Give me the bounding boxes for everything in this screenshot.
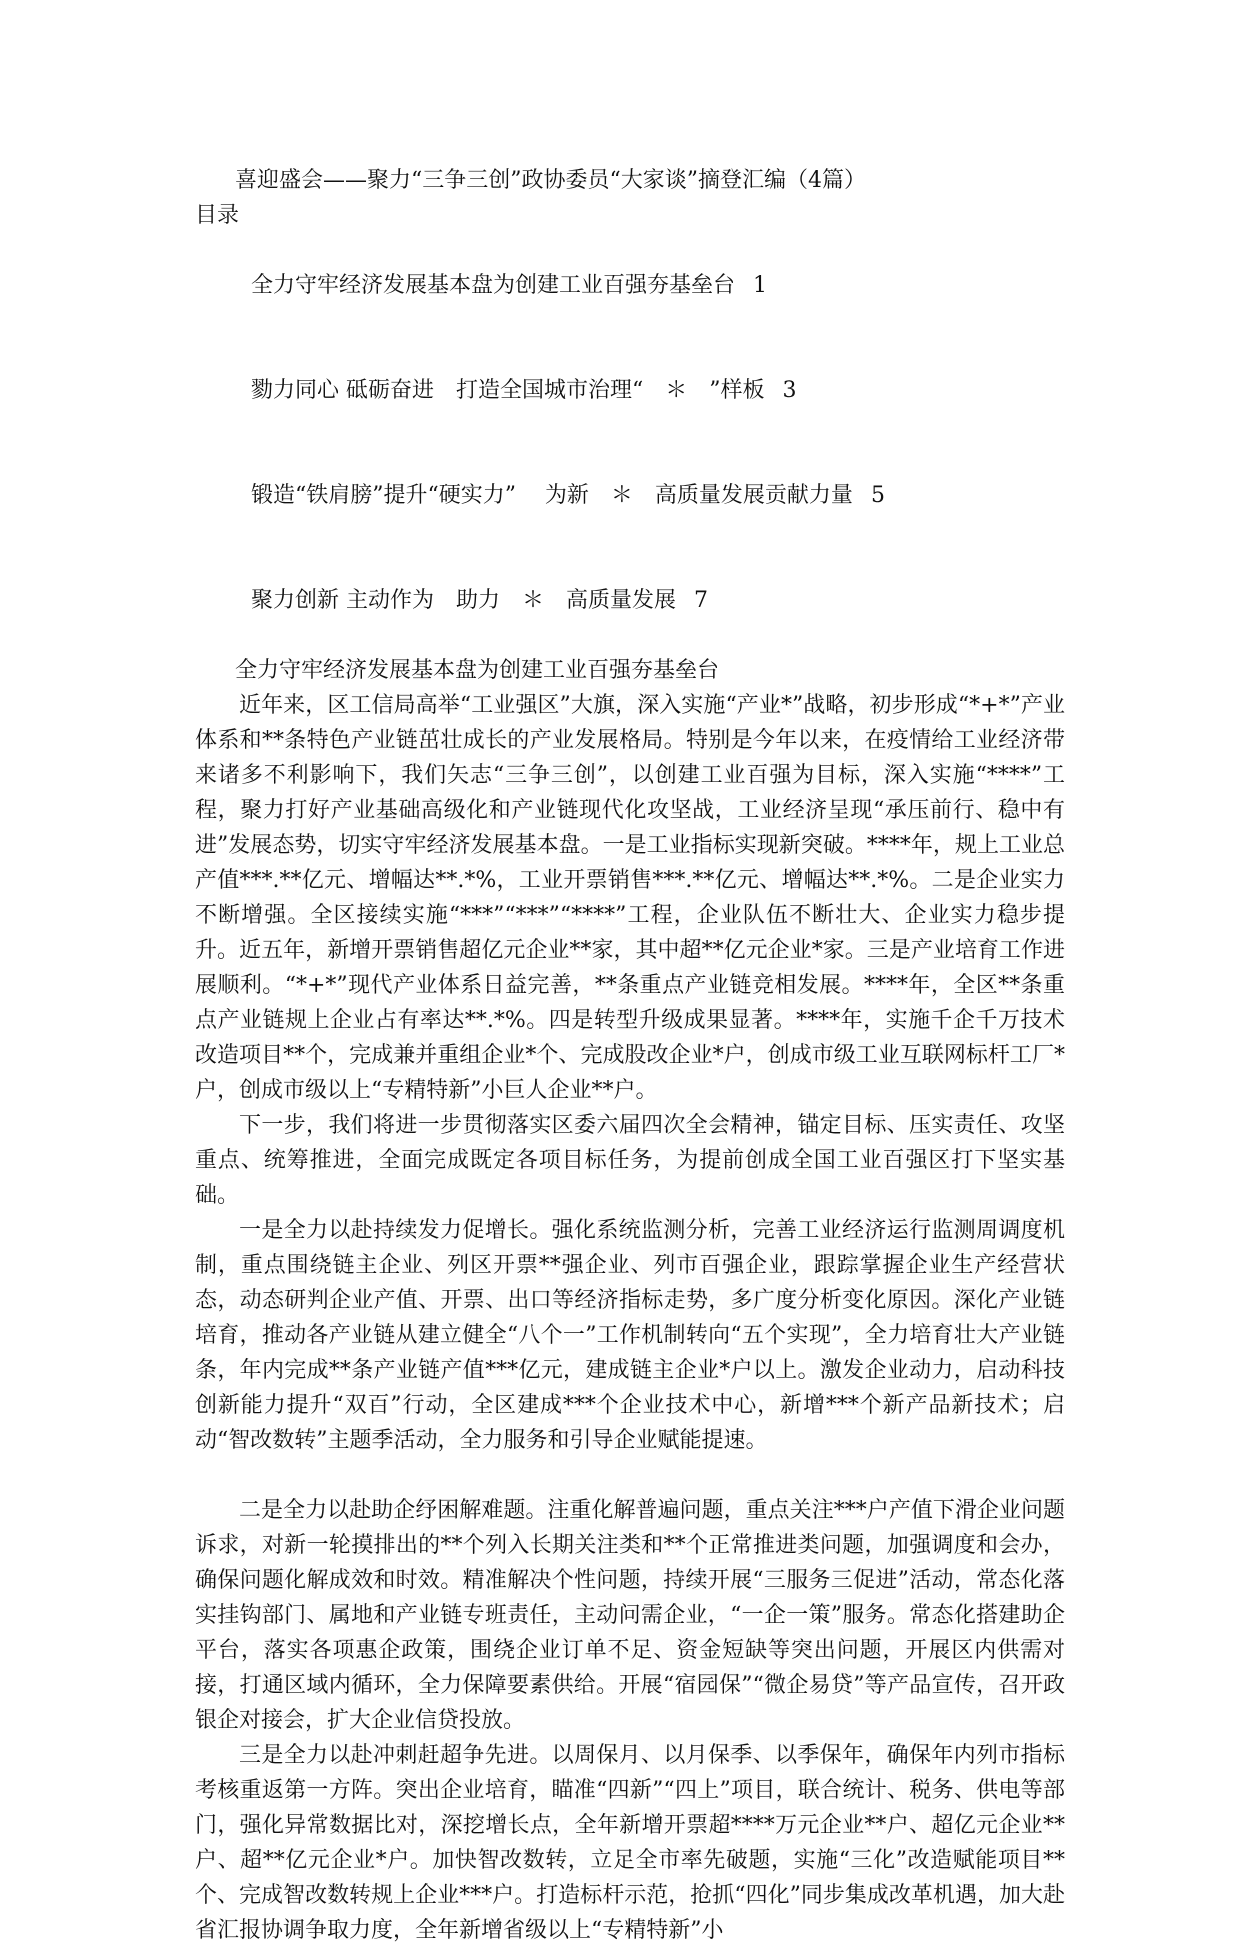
toc-entry[interactable] [195, 338, 1065, 443]
body-paragraph: 近年来，区工信局高举“工业强区”大旗，深入实施“产业*”战略，初步形成“*+*”产业体系和**条特色产业链茁壮成长的产业发展格局。特别是今年以来，在疫情给工业经济带来诸多不利影响下，我们矢志“三争三创”，以创建工业百强为目标，深入实施“****”工程，聚力打好产业基础高级化和产业链现代化攻坚战，工业经济呈现“承压前行、稳中有进”发展态势，切实守牢经济发展基本盘。一是工业指标实现新突破。****年，规上工业总产值***.**亿元、增幅达**.*%，工业开票销售***.**亿元、增幅达**.*%。二是企业实力不断增强。全区接续实施“***”“***”“****”工程，企业队伍不断壮大、企业实力稳步提升。近五年，新增开票销售超亿元企业**家，其中超**亿元企业*家。三是产业培育工作进展顺利。“*+*”现代产业体系日益完善，**条重点产业链竞相发展。****年，全区**条重点产业链规上企业占有率达**.*%。四是转型升级成果显著。****年，实施千企千万技术改造项目**个，完成兼并重组企业*个、完成股改企业*户，创成市级工业互联网标杆工厂*户，创成市级以上“专精特新”小巨人企业**户。 [195, 693, 1065, 1103]
toc-entry-page: 5 [870, 483, 885, 508]
toc-entry-text: 全力守牢经济发展基本盘为创建工业百强夯基垒台 [250, 273, 735, 298]
body-paragraph: 一是全力以赴持续发力促增长。强化系统监测分析，完善工业经济运行监测周调度机制，重点围绕链主企业、列区开票**强企业、列市百强企业，跟踪掌握企业生产经营状态，动态研判企业产值、开票、出口等经济指标走势，多广度分析变化原因。深化产业链培育，推动各产业链从建立健全“八个一”工作机制转向“五个实现”，全力培育壮大产业链条，年内完成**条产业链产值***亿元，建成链主企业*户以上。激发企业动力，启动科技创新能力提升“双百”行动，全区建成***个企业技术中心，新增***个新产品新技术；启动“智改数转”主题季活动，全力服务和引导企业赋能提速。 [195, 1218, 1065, 1453]
body-paragraph: 三是全力以赴冲刺赶超争先进。以周保月、以月保季、以季保年，确保年内列市指标考核重返第一方阵。突出企业培育，瞄准“四新”“四上”项目，联合统计、税务、供电等部门，强化异常数据比对，深挖增长点，全年新增开票超****万元企业**户、超亿元企业**户、超**亿元企业*户。加快智改数转，立足全市率先破题，实施“三化”改造赋能项目**个、完成智改数转规上企业***户。打造标杆示范，抢抓“四化”同步集成改革机遇，加大赴省汇报协调争取力度，全年新增省级以上“专精特新”小 [195, 1743, 1065, 1943]
toc-entry-page: 3 [782, 378, 797, 403]
toc-entry-page: 1 [752, 273, 767, 298]
document-body [195, 163, 1065, 1948]
toc-entry-text: 勠力同心 砥砺奋进 打造全国城市治理“ ＊ ”样板 [250, 378, 765, 403]
toc-entry[interactable] [195, 233, 1065, 338]
toc-entry[interactable] [195, 548, 1065, 653]
toc-heading: 目录 [195, 203, 240, 228]
body-paragraph: 下一步，我们将进一步贯彻落实区委六届四次全会精神，锚定目标、压实责任、攻坚重点、统筹推进，全面完成既定各项目标任务，为提前创成全国工业百强区打下坚实基础。 [195, 1113, 1065, 1208]
toc-entry-page: 7 [693, 588, 708, 613]
toc-entry-text: 锻造“铁肩膀”提升“硬实力” 为新 ＊ 高质量发展贡献力量 [250, 483, 853, 508]
table-of-contents [195, 233, 1065, 653]
toc-entry-text: 聚力创新 主动作为 助力 ＊ 高质量发展 [250, 588, 676, 613]
section-title: 全力守牢经济发展基本盘为创建工业百强夯基垒台 [235, 658, 720, 683]
document-title: 喜迎盛会——聚力“三争三创”政协委员“大家谈”摘登汇编（4篇） [235, 168, 866, 193]
body-paragraph: 二是全力以赴助企纾困解难题。注重化解普遍问题，重点关注***户产值下滑企业问题诉求，对新一轮摸排出的**个列入长期关注类和**个正常推进类问题，加强调度和会办，确保问题化解成效和时效。精准解决个性问题，持续开展“三服务三促进”活动，常态化落实挂钩部门、属地和产业链专班责任，主动问需企业，“一企一策”服务。常态化搭建助企平台，落实各项惠企政策，围绕企业订单不足、资金短缺等突出问题，开展区内供需对接，打通区域内循环，全力保障要素供给。开展“宿园保”“微企易贷”等产品宣传，召开政银企对接会，扩大企业信贷投放。 [195, 1498, 1065, 1733]
toc-entry[interactable] [195, 443, 1065, 548]
